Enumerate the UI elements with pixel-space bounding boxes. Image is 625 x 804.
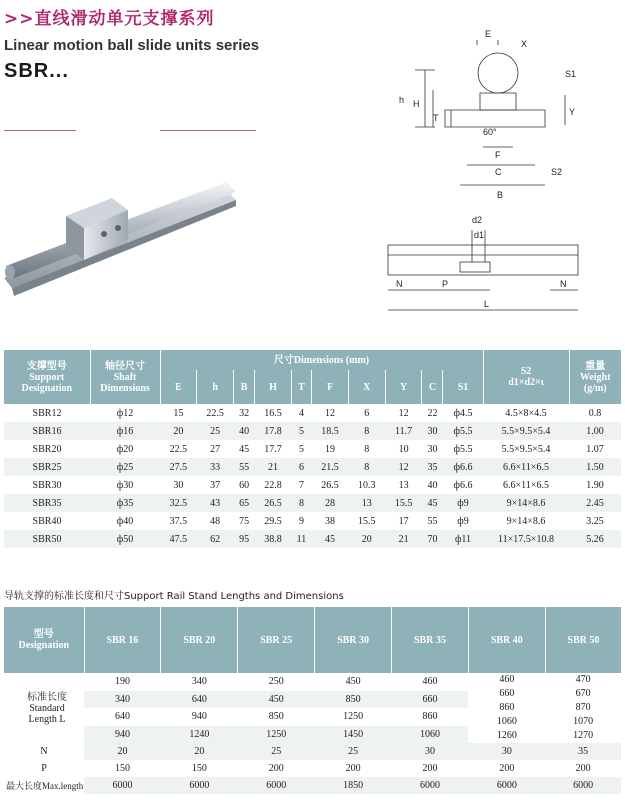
std-length-label: 标准长度 Standard Length L — [27, 691, 67, 725]
table-cell: 55 — [427, 515, 438, 527]
table-cell: 13 — [398, 479, 409, 491]
table-cell: 1.50 — [569, 458, 621, 476]
table-cell: 5.5×9.5×5.4 — [501, 443, 551, 455]
table-cell: 30 — [392, 743, 469, 760]
table-cell: 9×14×8.6 — [483, 494, 569, 512]
table-cell: 32.5 — [160, 494, 197, 512]
table-cell: 37 — [210, 479, 221, 491]
table-cell: 18.5 — [312, 422, 349, 440]
label-angle: 60° — [483, 127, 497, 137]
table-cell: 1.90 — [586, 479, 604, 491]
table-cell: 6000 — [238, 777, 315, 794]
col-sbr20: SBR 20 — [161, 607, 238, 673]
table-cell: 12 — [398, 407, 409, 419]
table-cell: 4 — [298, 407, 304, 419]
table-cell: 15.5 — [385, 494, 422, 512]
table-cell: 25 — [197, 422, 234, 440]
table-cell: 340 — [84, 691, 161, 709]
table-cell: SBR16 — [4, 422, 90, 440]
table-cell: 21.5 — [312, 458, 349, 476]
divider-left — [4, 130, 76, 131]
table-cell: 10 — [398, 443, 409, 455]
label-n-right: N — [560, 279, 567, 289]
label-c: C — [495, 167, 502, 177]
table-cell: 1.00 — [569, 422, 621, 440]
table-cell: 660 — [392, 691, 469, 709]
table-cell: 6000 — [84, 777, 161, 794]
table-cell: 200 — [499, 763, 515, 774]
label-x: X — [521, 39, 528, 49]
table-cell: 9 — [298, 515, 304, 527]
table-cell: 1250 — [343, 711, 364, 723]
table-cell: 150 — [114, 763, 130, 774]
col-designation: 型号 Designation — [4, 607, 84, 673]
table-cell: SBR50 — [4, 530, 90, 548]
table-cell: 1240 — [161, 726, 238, 744]
table-cell: SBR30 — [32, 479, 62, 491]
table-cell: 640 — [161, 691, 238, 709]
col-sbr50: SBR 50 — [545, 607, 621, 673]
table-cell: 70 — [422, 530, 443, 548]
label-p: P — [442, 279, 449, 289]
table-cell: 30 — [427, 443, 438, 455]
col-dimensions: 尺寸Dimensions (mm) — [160, 350, 483, 370]
col-dim-x: X — [348, 370, 385, 404]
table-cell: 6000 — [545, 777, 621, 794]
table-cell: 32 — [239, 407, 250, 419]
col-dim-e: E — [160, 370, 197, 404]
table-cell-list: 470 670 870 1070 1270 — [573, 674, 594, 741]
table-cell: 8 — [348, 422, 385, 440]
table-cell: 200 — [268, 763, 284, 774]
col-dim-c: C — [422, 370, 443, 404]
table-cell: 20 — [161, 743, 238, 760]
col-dim-b: B — [234, 370, 255, 404]
table-row — [4, 440, 621, 458]
label-n-left: N — [396, 279, 403, 289]
table-row — [4, 760, 621, 777]
table-cell: 19 — [325, 443, 336, 455]
table-cell: SBR35 — [4, 494, 90, 512]
table-cell: 8 — [348, 458, 385, 476]
table-row — [4, 673, 621, 691]
table-cell: ф6.6 — [443, 458, 483, 476]
col-dim-h: h — [197, 370, 234, 404]
table-cell: 10.3 — [358, 479, 376, 491]
table-cell: 8 — [364, 443, 370, 455]
table-cell: 200 — [575, 763, 591, 774]
table-cell: 38 — [325, 515, 336, 527]
table-cell: 15.5 — [358, 515, 376, 527]
table-cell: 40 — [427, 479, 438, 491]
table-cell: 11.7 — [385, 422, 422, 440]
table-cell: 13 — [348, 494, 385, 512]
table-cell: 29.5 — [264, 515, 282, 527]
table-cell: 340 — [191, 676, 207, 688]
label-h-lower: h — [399, 95, 405, 105]
col-dim-h: H — [255, 370, 292, 404]
col-s2: S2 d1×d2×ι — [483, 350, 569, 404]
table-cell: ф25 — [90, 458, 160, 476]
table-cell: 15 — [173, 407, 184, 419]
table-cell: 38.8 — [255, 530, 292, 548]
table-cell: 22.5 — [206, 407, 224, 419]
table-cell: 6.6×11×6.5 — [483, 458, 569, 476]
col-support: 支撑型号 Support Designation — [4, 350, 90, 404]
table-cell: SBR20 — [32, 443, 62, 455]
table-cell: ф9 — [443, 494, 483, 512]
table-cell: 35 — [545, 743, 621, 760]
col-sbr40: SBR 40 — [468, 607, 545, 673]
table-cell: 30 — [173, 479, 184, 491]
table-cell: ф6.6 — [453, 479, 473, 491]
table-cell: 190 — [114, 676, 130, 688]
table-cell: 6 — [291, 458, 311, 476]
table-cell: ф12 — [116, 407, 134, 419]
table-cell: 9×14×8.6 — [506, 515, 546, 527]
label-d2: d2 — [472, 215, 483, 225]
label-t: T — [433, 113, 439, 123]
table-cell: 17 — [398, 515, 409, 527]
table-cell: ф35 — [90, 494, 160, 512]
table-row — [4, 530, 621, 548]
table-cell: ф40 — [116, 515, 134, 527]
table-cell: 17.7 — [264, 443, 282, 455]
table-cell: 45 — [422, 494, 443, 512]
table-cell: SBR25 — [4, 458, 90, 476]
table-cell: 65 — [234, 494, 255, 512]
table-cell: ф50 — [90, 530, 160, 548]
rail-lengths-table — [4, 607, 621, 794]
table-cell: 20 — [84, 743, 161, 760]
table-cell: 6000 — [468, 777, 545, 794]
table-cell: ф5.5 — [453, 443, 473, 455]
table-cell: SBR12 — [32, 407, 62, 419]
table-cell: 22 — [427, 407, 438, 419]
label-f: F — [495, 150, 501, 160]
col-shaft: 轴径尺寸 Shaft Dimensions — [90, 350, 160, 404]
table-cell: 1850 — [315, 777, 392, 794]
label-b: B — [497, 190, 504, 200]
table-cell: 5 — [298, 443, 304, 455]
table-cell: 60 — [239, 479, 250, 491]
col-sbr16: SBR 16 — [84, 607, 161, 673]
table-cell: 20 — [348, 530, 385, 548]
section-title-rail: 导轨支撑的标准长度和尺寸Support Rail Stand Lengths and Dimensions — [4, 591, 344, 602]
table-cell: 75 — [239, 515, 250, 527]
table-cell: 450 — [238, 691, 315, 709]
table-row — [4, 494, 621, 512]
col-dim-t: T — [291, 370, 311, 404]
table-cell: 6000 — [161, 777, 238, 794]
table-cell: 95 — [234, 530, 255, 548]
table-cell: 6000 — [392, 777, 469, 794]
col-dim-y: Y — [385, 370, 422, 404]
table-cell: 16.5 — [264, 407, 282, 419]
table-cell: ф20 — [116, 443, 134, 455]
table-row — [4, 512, 621, 530]
table-cell: 27 — [210, 443, 221, 455]
table-row — [4, 777, 621, 794]
table-cell: ф5.5 — [443, 422, 483, 440]
label-e: E — [485, 29, 492, 39]
label-s2: S2 — [551, 167, 563, 177]
dimensions-table — [4, 350, 621, 548]
table-cell: 40 — [234, 422, 255, 440]
product-photo — [0, 170, 250, 300]
label-d1: d1 — [474, 230, 485, 240]
table-cell: ф4.5 — [453, 407, 473, 419]
label-l: L — [484, 299, 490, 309]
table-cell: 20 — [160, 422, 197, 440]
col-dim-f: F — [312, 370, 349, 404]
table-cell: 850 — [268, 711, 284, 723]
table-cell: 11 — [291, 530, 311, 548]
table-cell: ф11 — [443, 530, 483, 548]
table-cell: 640 — [114, 711, 130, 723]
label-y: Y — [569, 107, 576, 117]
table-cell: 1060 — [392, 726, 469, 744]
table-cell: 21 — [385, 530, 422, 548]
table-cell: 26.5 — [255, 494, 292, 512]
table-cell: 21 — [255, 458, 292, 476]
table-cell: 0.8 — [588, 407, 602, 419]
table-cell: 55 — [234, 458, 255, 476]
row-label: N — [40, 746, 48, 757]
table-cell: 12 — [385, 458, 422, 476]
table-cell: 3.25 — [586, 515, 604, 527]
table-cell: 250 — [268, 676, 284, 688]
table-cell: 11×17.5×10.8 — [483, 530, 569, 548]
table-cell: 43 — [197, 494, 234, 512]
col-dim-s1: S1 — [443, 370, 483, 404]
table-row — [4, 743, 621, 760]
col-sbr35: SBR 35 — [392, 607, 469, 673]
table-cell: 940 — [191, 711, 207, 723]
table-cell: 5.26 — [569, 530, 621, 548]
table-cell: 48 — [210, 515, 221, 527]
table-cell: 8 — [291, 494, 311, 512]
table-cell: SBR40 — [32, 515, 62, 527]
page-title-cn: >>直线滑动单元支撑系列 — [4, 9, 215, 29]
table-cell: 45 — [239, 443, 250, 455]
table-cell: 150 — [191, 763, 207, 774]
table-cell: 27.5 — [160, 458, 197, 476]
row-label: 最大长度Max.length — [6, 781, 84, 791]
table-cell: 5.5×9.5×5.4 — [483, 422, 569, 440]
table-cell: 7 — [298, 479, 304, 491]
table-cell: 35 — [422, 458, 443, 476]
table-cell: 25 — [238, 743, 315, 760]
model-title: SBR... — [4, 60, 69, 82]
table-cell: 25 — [315, 743, 392, 760]
table-cell: 12 — [325, 407, 336, 419]
table-cell: 37.5 — [169, 515, 188, 527]
table-cell: 45 — [312, 530, 349, 548]
table-cell: 460 — [422, 676, 438, 688]
table-cell-list: 460 660 860 1060 1260 — [496, 674, 517, 741]
table-cell: 22.8 — [264, 479, 282, 491]
table-cell: 28 — [312, 494, 349, 512]
table-cell: 30 — [422, 422, 443, 440]
side-view-diagram — [380, 210, 595, 325]
table-cell: 200 — [422, 763, 438, 774]
page-title-en: Linear motion ball slide units series — [4, 37, 260, 54]
table-cell: 200 — [345, 763, 361, 774]
table-cell: ф16 — [90, 422, 160, 440]
table-cell: 26.5 — [321, 479, 339, 491]
col-sbr30: SBR 30 — [315, 607, 392, 673]
table-row — [4, 476, 621, 494]
table-cell: 450 — [345, 676, 361, 688]
col-sbr25: SBR 25 — [238, 607, 315, 673]
table-cell: 940 — [84, 726, 161, 744]
col-weight: 重量 Weight (g/m) — [569, 350, 621, 404]
table-cell: 850 — [315, 691, 392, 709]
table-cell: 2.45 — [569, 494, 621, 512]
table-cell: 6 — [364, 407, 370, 419]
table-cell: 860 — [422, 711, 438, 723]
table-cell: 33 — [197, 458, 234, 476]
table-cell: 4.5×8×4.5 — [505, 407, 547, 419]
row-label: P — [41, 763, 47, 774]
table-cell: ф30 — [116, 479, 134, 491]
table-cell: ф9 — [457, 515, 469, 527]
divider-right — [160, 130, 256, 131]
table-cell: 30 — [468, 743, 545, 760]
table-row — [4, 458, 621, 476]
table-cell: 6.6×11×6.5 — [503, 479, 549, 491]
table-cell: 47.5 — [160, 530, 197, 548]
label-h-upper: H — [413, 99, 420, 109]
table-cell: 62 — [197, 530, 234, 548]
table-row — [4, 404, 621, 422]
table-cell: 17.8 — [255, 422, 292, 440]
table-row — [4, 422, 621, 440]
label-s1: S1 — [565, 69, 577, 79]
table-cell: 22.5 — [169, 443, 188, 455]
table-cell: 1.07 — [586, 443, 604, 455]
table-cell: 5 — [291, 422, 311, 440]
table-cell: 1450 — [315, 726, 392, 744]
cross-section-diagram — [385, 15, 590, 205]
table-cell: 1250 — [238, 726, 315, 744]
